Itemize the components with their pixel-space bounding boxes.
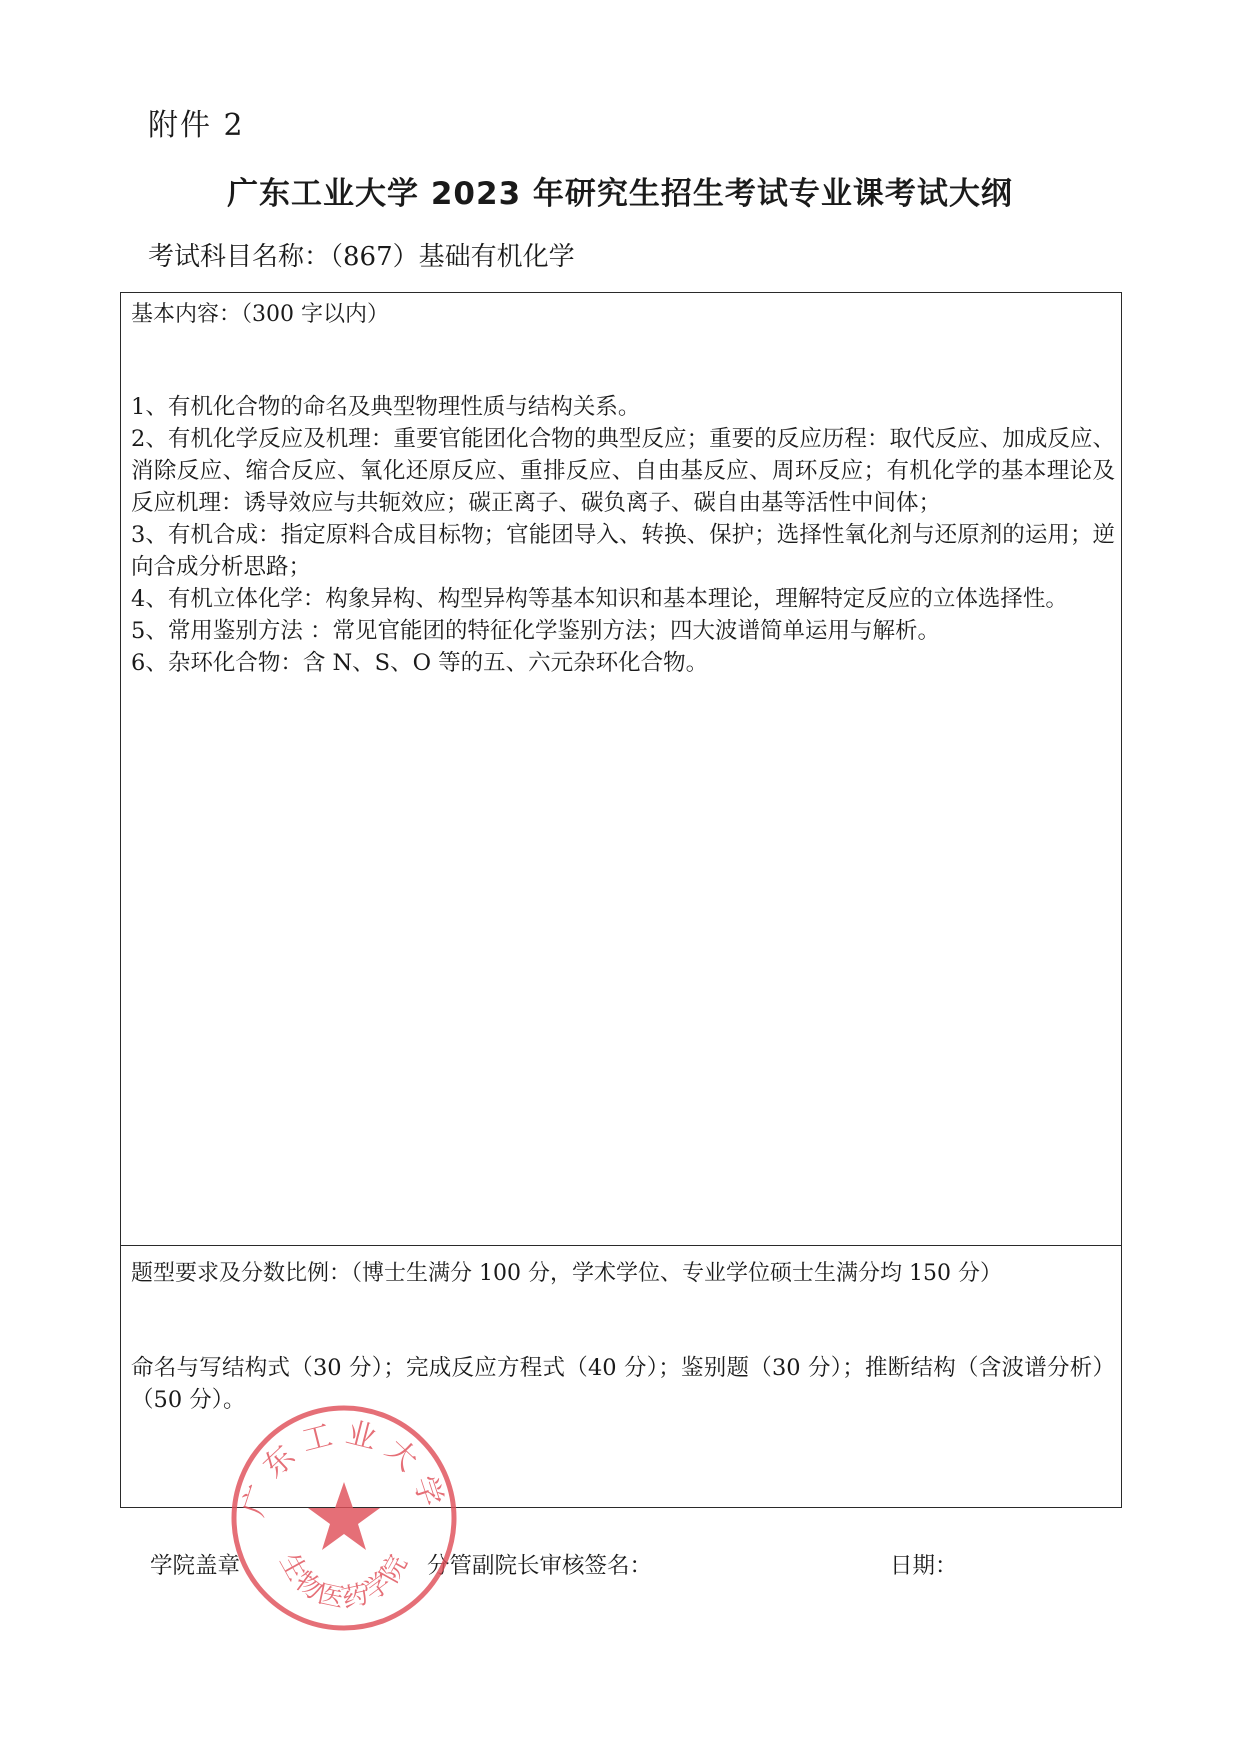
list-item: 5、常用鉴别方法 ：常见官能团的特征化学鉴别方法；四大波谱简单运用与解析。	[131, 618, 940, 644]
score-ratio-heading: 题型要求及分数比例：（博士生满分 100 分，学术学位、专业学位硕士生满分均 150 分）	[131, 1261, 1002, 1286]
seal-bottom-text: 生物医药学院	[273, 1548, 415, 1615]
date-label: 日期：	[890, 1553, 958, 1579]
college-stamp-label: 学院盖章	[150, 1553, 241, 1579]
vice-dean-signature-label: 分管副院长审核签名：	[427, 1553, 653, 1579]
seal-star-icon	[308, 1482, 380, 1550]
seal-top-text: 广东工业大学	[236, 1415, 452, 1521]
basic-content-heading: 基本内容：（300 字以内）	[131, 302, 389, 327]
score-ratio-text: 命名与写结构式（30 分）；完成反应方程式（40 分）；鉴别题（30 分）；推断结构（含波谱分析）（50 分）。	[131, 1355, 1115, 1413]
list-item: 3、有机合成：指定原料合成目标物；官能团导入、转换、保护；选择性氧化剂与还原剂的运用；逆向合成分析思路；	[131, 522, 1115, 580]
list-item: 4、有机立体化学：构象异构、构型异构等基本知识和基本理论，理解特定反应的立体选择性。	[131, 586, 1068, 612]
content-list	[131, 391, 1115, 679]
college-seal-stamp	[226, 1400, 462, 1636]
exam-subject: 考试科目名称：（867）基础有机化学	[148, 242, 575, 272]
list-item: 2、有机化学反应及机理：重要官能团化合物的典型反应；重要的反应历程：取代反应、加成反应、消除反应、缩合反应、氧化还原反应、重排反应、自由基反应、周环反应；有机化学的基本理论及反应机理：诱导效应与共轭效应；碳正离子、碳负离子、碳自由基等活性中间体；	[131, 426, 1115, 516]
basic-content-box	[120, 292, 1122, 1246]
list-item: 6、杂环化合物：含 N、S、O 等的五、六元杂环化合物。	[131, 650, 709, 676]
attachment-label: 附件 2	[148, 108, 245, 143]
document-title: 广东工业大学 2023 年研究生招生考试专业课考试大纲	[227, 176, 1013, 212]
list-item: 1、有机化合物的命名及典型物理性质与结构关系。	[131, 394, 641, 420]
